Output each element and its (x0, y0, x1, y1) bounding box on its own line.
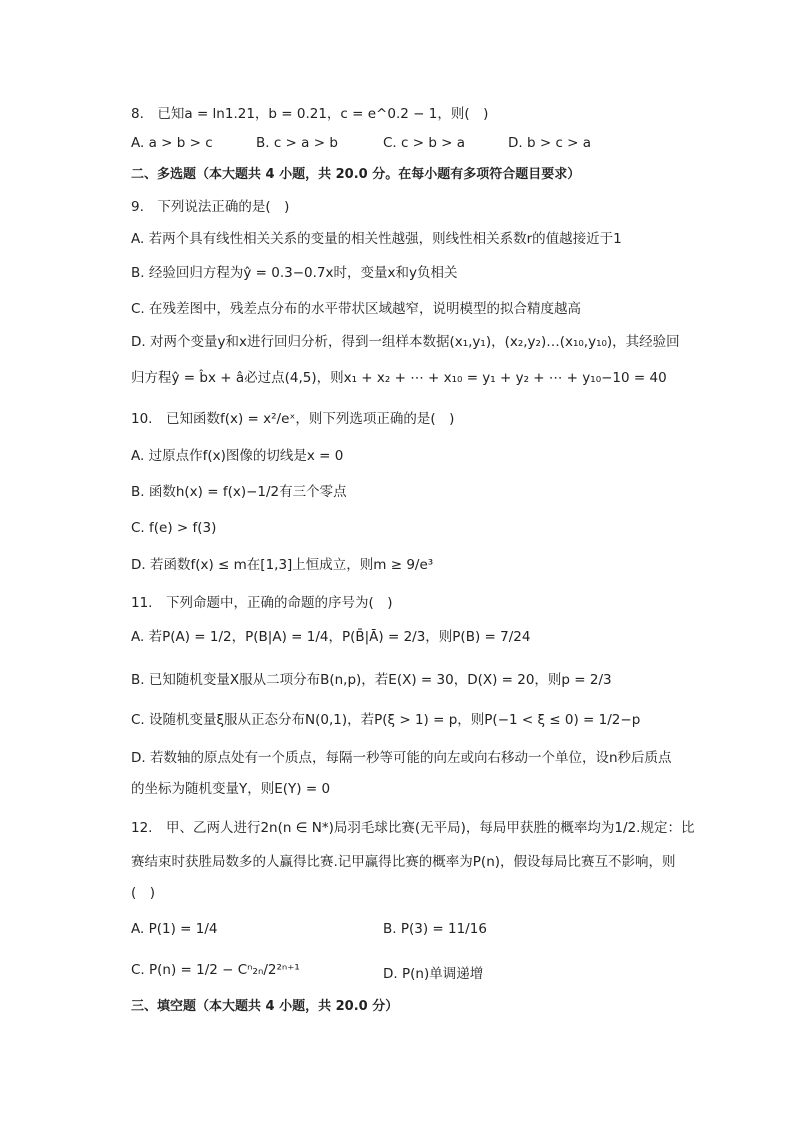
section-2-header: 二、多选题（本大题共 4 小题，共 20.0 分。在每小题有多项符合题目要求） (131, 167, 581, 182)
q9-option-b: B. 经验回归方程为ŷ = 0.3−0.7x时，变量x和y负相关 (131, 265, 458, 281)
q12-line1: 12. 甲、乙两人进行2n(n ∈ N*)局羽毛球比赛(无平局)，每局甲获胜的概率均为1/2.规定：比 (131, 820, 695, 836)
q12-line3: ( ) (131, 885, 156, 901)
q11-stem: 11. 下列命题中，正确的命题的序号为( ) (131, 595, 393, 611)
q12-option-a: A. P(1) = 1/4 (131, 921, 218, 937)
q12-line2: 赛结束时获胜局数多的人赢得比赛.记甲赢得比赛的概率为P(n)，假设每局比赛互不影响，则 (131, 854, 676, 870)
q10-option-b: B. 函数h(x) = f(x)−1/2有三个零点 (131, 484, 347, 500)
q12-option-c: C. P(n) = 1/2 − Cⁿ₂ₙ/2²ⁿ⁺¹ (131, 962, 300, 978)
q11-option-b: B. 已知随机变量X服从二项分布B(n,p)，若E(X) = 30，D(X) = 20，则p = 2/3 (131, 672, 612, 688)
q8-option-c: C. c > b > a (383, 135, 466, 151)
q12-option-b: B. P(3) = 11/16 (383, 921, 487, 937)
q11-option-a: A. 若P(A) = 1/2，P(B|A) = 1/4，P(B̄|Ā) = 2/3，则P(B) = 7/24 (131, 629, 531, 645)
q8-stem: 8. 已知a = ln1.21，b = 0.21，c = e^0.2 − 1，则( ) (131, 106, 489, 122)
q11-option-c: C. 设随机变量ξ服从正态分布N(0,1)，若P(ξ > 1) = p，则P(−1 < ξ ≤ 0) = 1/2−p (131, 712, 641, 728)
q10-option-a: A. 过原点作f(x)图像的切线是x = 0 (131, 448, 344, 464)
q10-option-c: C. f(e) > f(3) (131, 520, 217, 536)
q9-stem: 9. 下列说法正确的是( ) (131, 199, 290, 215)
q9-option-d-line1: D. 对两个变量y和x进行回归分析，得到一组样本数据(x₁,y₁)，(x₂,y₂)…(x₁₀,y₁₀)，其经验回 (131, 334, 680, 350)
q9-option-c: C. 在残差图中，残差点分布的水平带状区域越窄，说明模型的拟合精度越高 (131, 301, 582, 317)
q8-option-a: A. a > b > c (131, 135, 213, 151)
q10-option-d: D. 若函数f(x) ≤ m在[1,3]上恒成立，则m ≥ 9/e³ (131, 557, 434, 573)
q11-option-d-line1: D. 若数轴的原点处有一个质点，每隔一秒等可能的向左或向右移动一个单位，设n秒后质点 (131, 750, 672, 766)
q11-option-d-line2: 的坐标为随机变量Y，则E(Y) = 0 (131, 781, 331, 797)
q9-option-d-line2: 归方程ŷ = b̂x + â必过点(4,5)，则x₁ + x₂ + ⋯ + x₁₀ = y₁ + y₂ + ⋯ + y₁₀−10 = 40 (131, 370, 667, 386)
q10-stem: 10. 已知函数f(x) = x²/eˣ，则下列选项正确的是( ) (131, 411, 455, 427)
section-3-header: 三、填空题（本大题共 4 小题，共 20.0 分） (131, 999, 399, 1014)
q8-option-b: B. c > a > b (256, 135, 338, 151)
q9-option-a: A. 若两个具有线性相关关系的变量的相关性越强，则线性相关系数r的值越接近于1 (131, 231, 622, 247)
q8-option-d: D. b > c > a (508, 135, 592, 151)
q12-option-d: D. P(n)单调递增 (383, 966, 484, 982)
